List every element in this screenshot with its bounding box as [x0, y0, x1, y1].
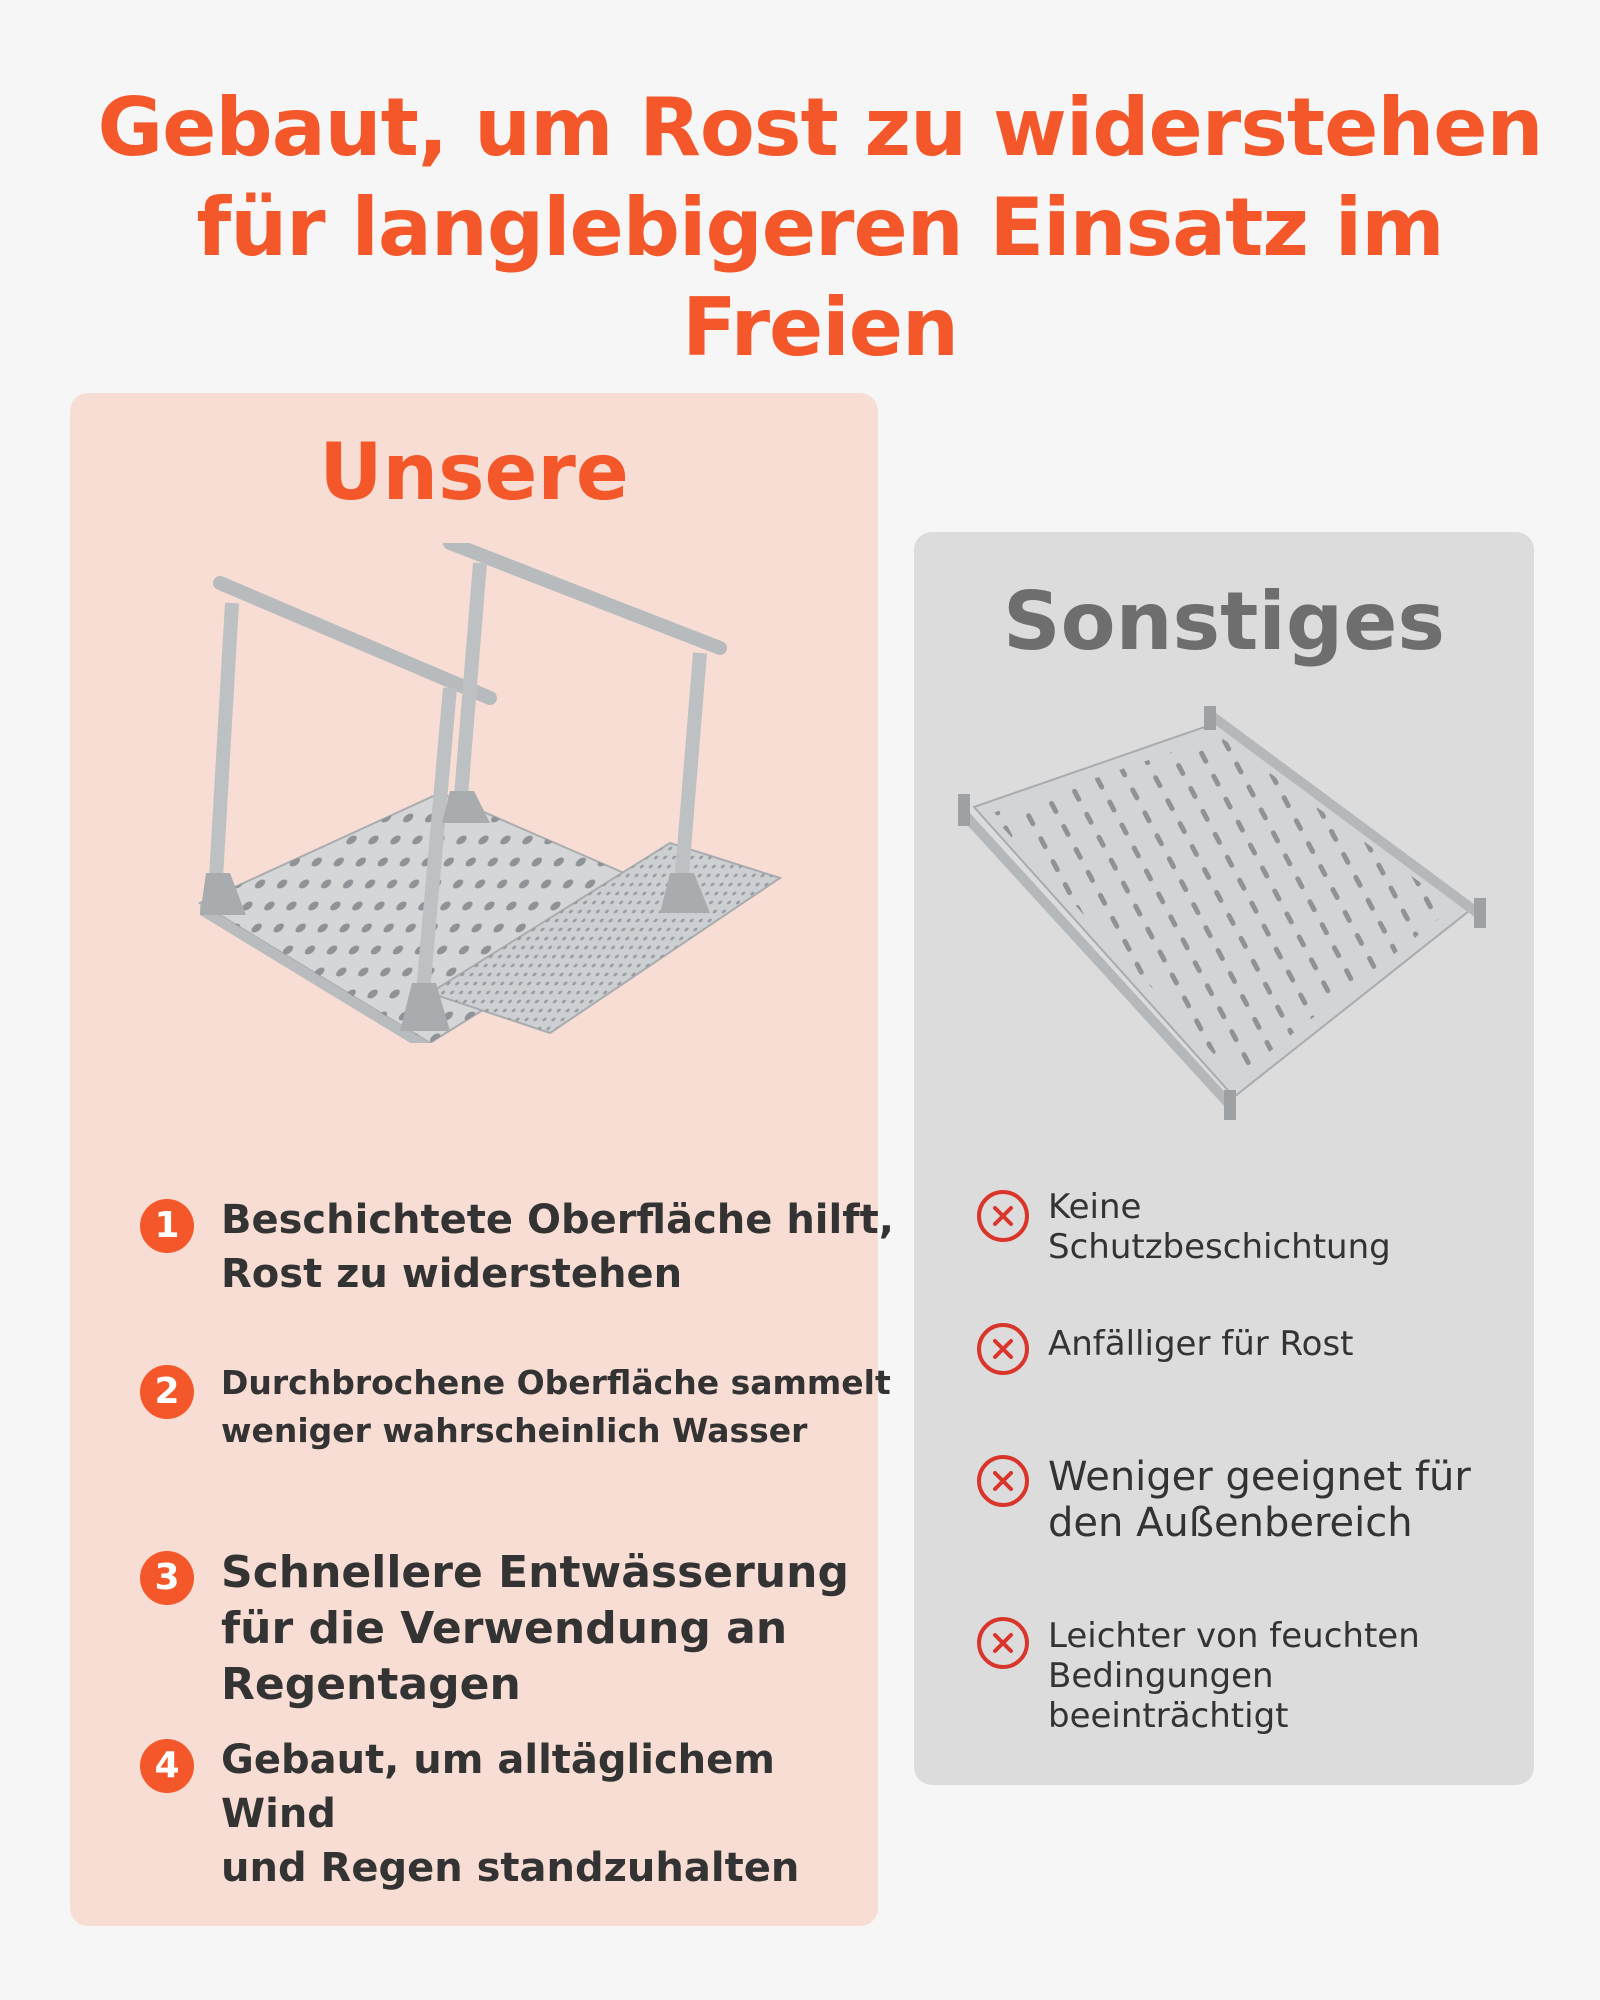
benefit-text-3: Schnellere Entwässerung für die Verwendung an Regentagen — [221, 1547, 849, 1710]
drawback-item-4 — [976, 1616, 1516, 1746]
benefit-item-3 — [140, 1545, 880, 1715]
number-1-icon: 1 — [140, 1199, 194, 1253]
benefit-item-4 — [140, 1733, 880, 1891]
x-circle-icon — [976, 1616, 1030, 1670]
number-4-icon: 4 — [140, 1739, 194, 1793]
drawback-text-3: Weniger geeignet für den Außenbereich — [1048, 1454, 1471, 1546]
benefit-text-4: Gebaut, um alltäglichem Wind und Regen standzuhalten — [221, 1737, 800, 1891]
drawback-item-1 — [976, 1189, 1516, 1279]
x-circle-icon — [976, 1322, 1030, 1376]
drawback-item-2 — [976, 1322, 1516, 1382]
ours-title: Unsere — [319, 428, 629, 518]
ours-panel — [70, 393, 894, 1926]
shelf-image — [954, 702, 1494, 1122]
benefit-item-1 — [140, 1193, 894, 1303]
drawback-item-3 — [976, 1454, 1516, 1554]
x-circle-icon — [976, 1189, 1030, 1243]
benefit-text-1: Beschichtete Oberfläche hilft, Rost zu widerstehen — [221, 1197, 894, 1297]
drawback-text-4: Leichter von feuchten Bedingungen beeinträchtigt — [1048, 1616, 1420, 1736]
headline-line-1: Gebaut, um Rost zu widerstehen — [97, 81, 1543, 174]
headline-line-2: für langlebigeren Einsatz im — [196, 181, 1444, 274]
headline-line-3: Freien — [682, 281, 958, 374]
benefit-item-2 — [140, 1359, 891, 1469]
benefit-text-2: Durchbrochene Oberfläche sammelt weniger wahrscheinlich Wasser — [221, 1363, 891, 1450]
number-2-icon: 2 — [140, 1365, 194, 1419]
ramp-image — [160, 543, 800, 1043]
headline — [40, 78, 1600, 378]
drawback-text-1: Keine Schutzbeschichtung — [1048, 1187, 1391, 1267]
other-title: Sonstiges — [1003, 575, 1445, 668]
x-circle-icon — [976, 1454, 1030, 1508]
drawback-text-2: Anfälliger für Rost — [1048, 1324, 1354, 1364]
number-3-icon: 3 — [140, 1551, 194, 1605]
other-panel — [914, 532, 1534, 1785]
